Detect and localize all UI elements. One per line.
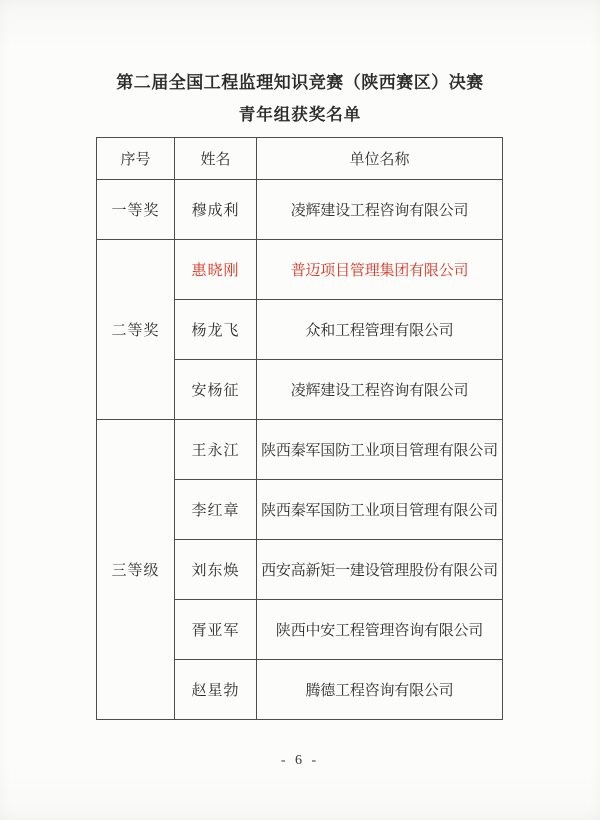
winner-company: 陕西秦军国防工业项目管理有限公司 xyxy=(257,420,503,480)
winner-name: 穆成利 xyxy=(175,180,257,240)
winner-company: 西安高新矩一建设管理股份有限公司 xyxy=(257,540,503,600)
table-header-row xyxy=(97,138,503,180)
winner-company: 腾德工程咨询有限公司 xyxy=(257,660,503,720)
winner-name: 李红章 xyxy=(175,480,257,540)
rank-cell-third-prize: 三等级 xyxy=(97,420,175,720)
column-header-name: 姓名 xyxy=(175,138,257,180)
rank-cell-first-prize: 一等奖 xyxy=(97,180,175,240)
column-header-company: 单位名称 xyxy=(257,138,503,180)
winner-name-highlighted: 惠晓刚 xyxy=(175,240,257,300)
document-title: 第二届全国工程监理知识竞赛（陕西赛区）决赛 xyxy=(116,73,484,92)
winner-company: 众和工程管理有限公司 xyxy=(257,300,503,360)
document-subtitle: 青年组获奖名单 xyxy=(238,105,362,124)
winner-company-highlighted: 普迈项目管理集团有限公司 xyxy=(257,240,503,300)
winner-company: 凌辉建设工程咨询有限公司 xyxy=(257,180,503,240)
winner-name: 胥亚军 xyxy=(175,600,257,660)
table-row xyxy=(97,240,503,300)
table-row xyxy=(97,420,503,480)
winner-name: 赵星勃 xyxy=(175,660,257,720)
table-row xyxy=(97,180,503,240)
winner-company: 陕西秦军国防工业项目管理有限公司 xyxy=(257,480,503,540)
winner-name: 杨龙飞 xyxy=(175,300,257,360)
page-number: - 6 - xyxy=(280,753,320,768)
winner-name: 王永江 xyxy=(175,420,257,480)
winner-name: 刘东焕 xyxy=(175,540,257,600)
winner-company: 凌辉建设工程咨询有限公司 xyxy=(257,360,503,420)
award-table xyxy=(96,137,503,720)
winner-company: 陕西中安工程管理咨询有限公司 xyxy=(257,600,503,660)
rank-cell-second-prize: 二等奖 xyxy=(97,240,175,420)
winner-name: 安杨征 xyxy=(175,360,257,420)
column-header-rank: 序号 xyxy=(97,138,175,180)
